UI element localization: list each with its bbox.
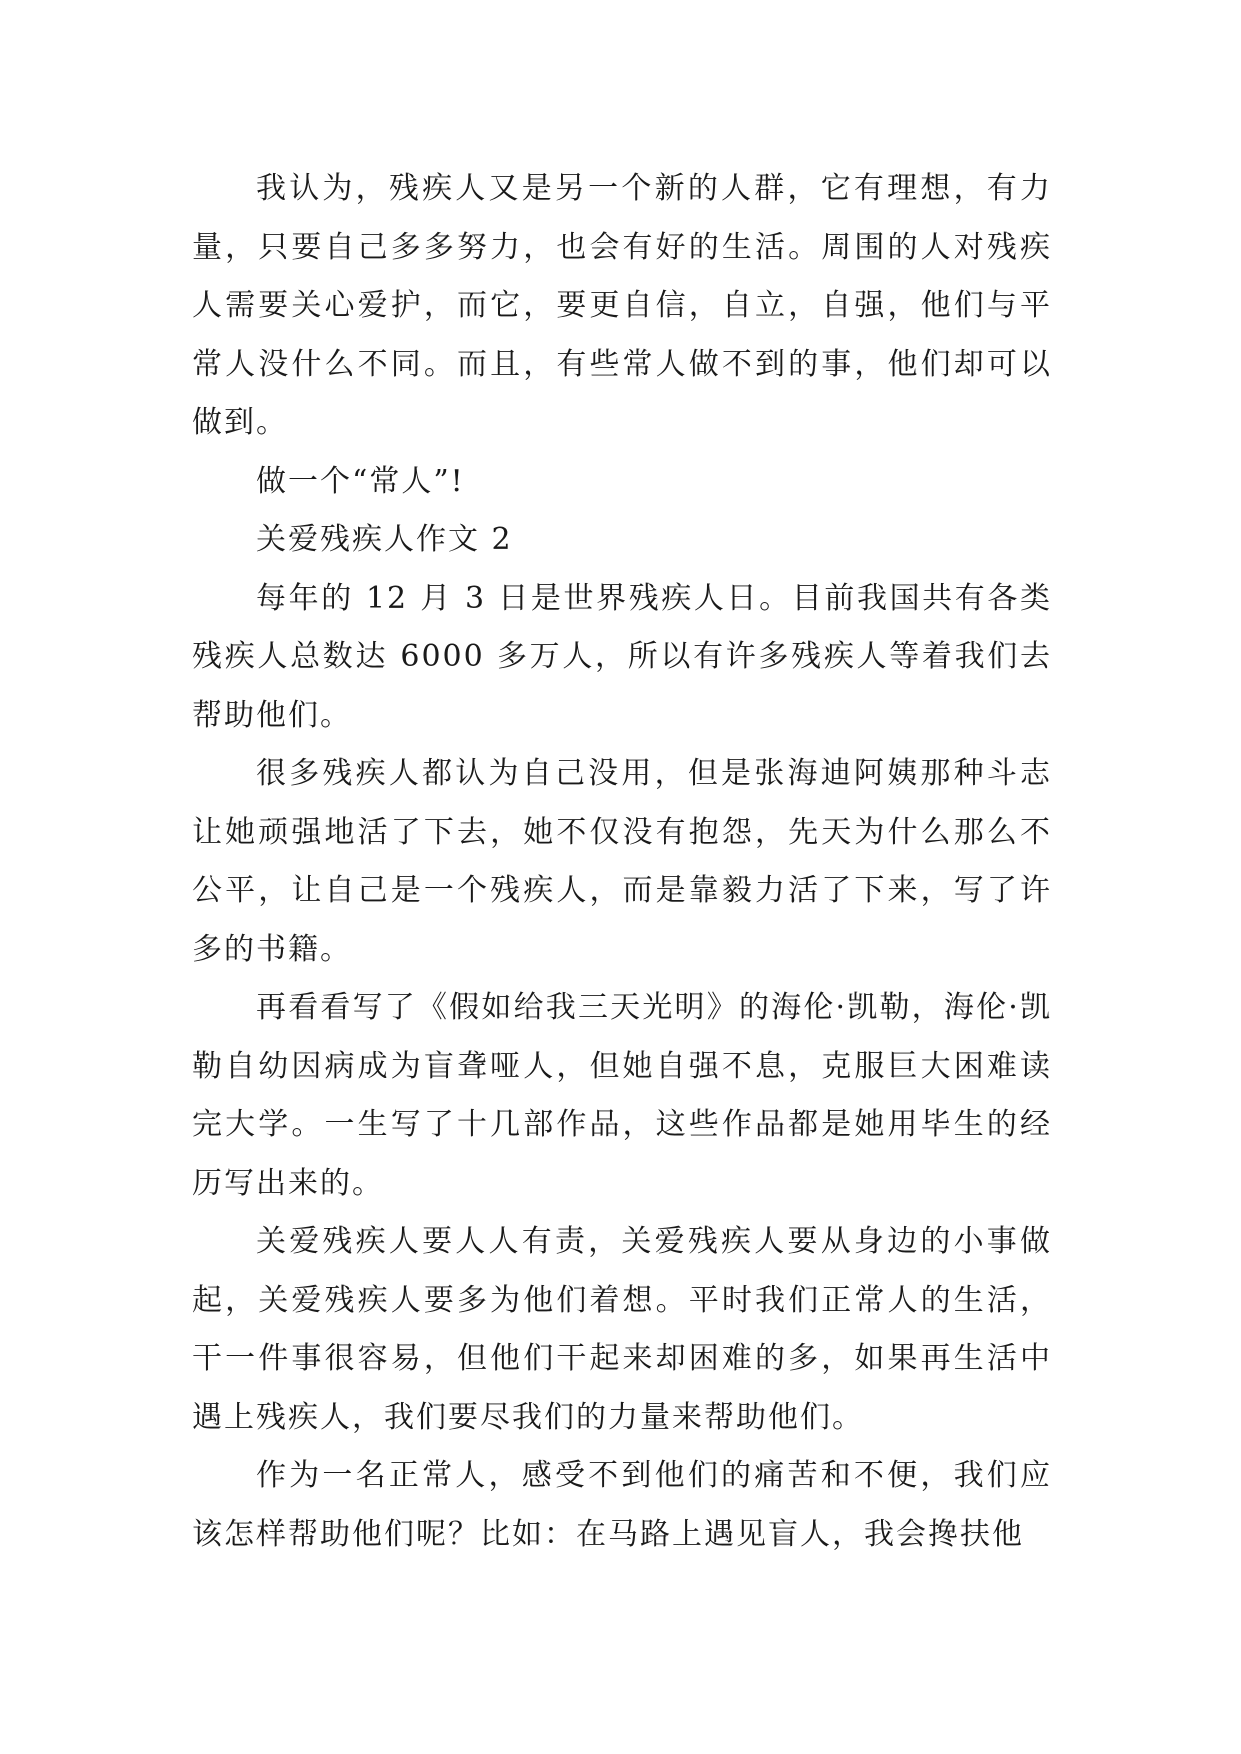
paragraph-helen-keller: 再看看写了《假如给我三天光明》的海伦·凯勒，海伦·凯勒自幼因病成为盲聋哑人，但她自强不息，克服巨大困难读完大学。一生写了十几部作品，这些作品都是她用毕生的经历写出来的。	[192, 990, 1052, 1201]
paragraph-conclusion: 我认为，残疾人又是另一个新的人群，它有理想，有力量，只要自己多多努力，也会有好的生活。周围的人对残疾人需要关心爱护，而它，要更自信，自立，自强，他们与平常人没什么不同。而且，有些常人做不到的事，他们却可以做到。	[192, 171, 1052, 440]
paragraph-responsibility: 关爱残疾人要人人有责，关爱残疾人要从身边的小事做起，关爱残疾人要多为他们着想。平时我们正常人的生活，干一件事很容易，但他们干起来却困难的多，如果再生活中遇上残疾人，我们要尽我们的力量来帮助他们。	[192, 1224, 1052, 1435]
paragraph-slogan: 做一个“常人”!	[256, 463, 465, 499]
paragraph-zhang-haidi: 很多残疾人都认为自己没用，但是张海迪阿姨那种斗志让她顽强地活了下去，她不仅没有抱怨，先天为什么那么不公平，让自己是一个残疾人，而是靠毅力活了下来，写了许多的书籍。	[192, 756, 1052, 967]
document-body	[192, 160, 1052, 1564]
section-title: 关爱残疾人作文 2	[256, 522, 513, 557]
paragraph-how-to-help: 作为一名正常人，感受不到他们的痛苦和不便，我们应该怎样帮助他们呢？比如：在马路上遇见盲人，我会搀扶他	[192, 1458, 1052, 1552]
paragraph-disability-day: 每年的 12 月 3 日是世界残疾人日。目前我国共有各类残疾人总数达 6000 多万人，所以有许多残疾人等着我们去帮助他们。	[192, 580, 1052, 733]
